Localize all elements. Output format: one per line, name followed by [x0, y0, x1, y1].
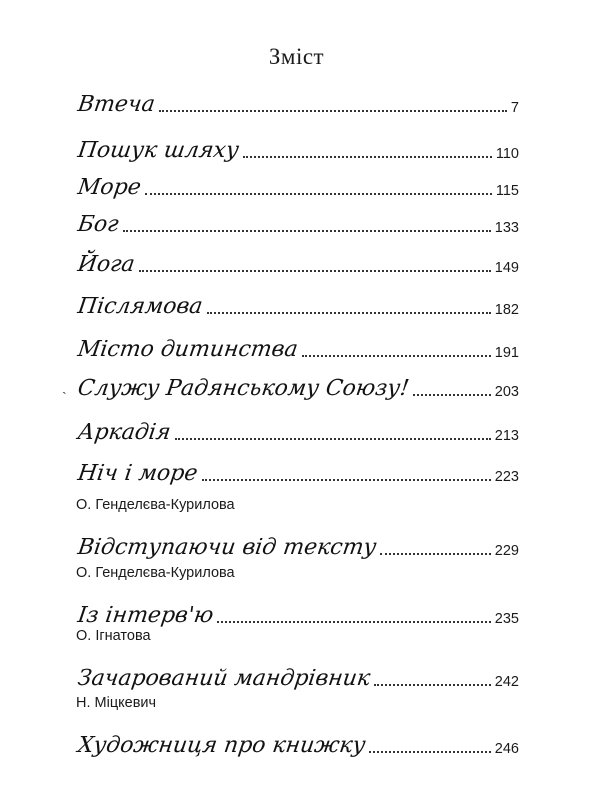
toc-entry-author: Н. Міцкевич	[76, 695, 157, 711]
toc-entry-page: 115	[495, 182, 519, 199]
toc-entry	[76, 323, 519, 363]
toc-entry-title: Йога	[76, 252, 137, 277]
toc-entry-page: 133	[494, 219, 519, 236]
toc-entry-title: Аркадія	[76, 420, 173, 445]
toc-entry	[76, 78, 519, 118]
toc-entry-with-author	[76, 628, 519, 692]
toc-entry-page: 242	[494, 673, 519, 690]
dot-leader	[302, 355, 491, 357]
dot-leader	[202, 479, 491, 481]
page-title: Зміст	[268, 44, 325, 69]
dot-leader	[123, 230, 491, 232]
toc-entry	[76, 238, 519, 278]
toc-entry-author: О. Генделєва-Курилова	[76, 497, 235, 513]
toc-entry-title: Пошук шляху	[76, 138, 241, 163]
dot-leader	[175, 438, 491, 440]
dot-leader	[413, 394, 491, 396]
toc-entry-page: 182	[494, 301, 519, 318]
toc-entry-title: Ніч і море	[76, 461, 200, 486]
dot-leader	[243, 156, 492, 158]
dot-leader	[159, 110, 507, 112]
toc-entry-page: 213	[494, 427, 519, 444]
toc-entry	[76, 447, 519, 487]
toc-entry-title: Втеча	[76, 92, 157, 117]
toc-entry	[76, 280, 519, 320]
stray-mark: ˎ	[62, 380, 67, 395]
toc-entry-title: Післямова	[76, 294, 205, 319]
dot-leader	[369, 751, 490, 753]
toc-entry-page: 203	[494, 383, 519, 400]
toc-entry-with-author	[76, 497, 519, 561]
toc-entry-title: Місто дитинства	[76, 337, 300, 362]
toc-entry	[76, 406, 519, 446]
toc-entry-page: 229	[494, 542, 519, 559]
toc-entry-page: 149	[494, 259, 519, 276]
toc-entry-page: 246	[494, 740, 519, 757]
dot-leader	[374, 684, 491, 686]
toc-entry-author: О. Генделєва-Курилова	[76, 565, 235, 581]
toc-entry-page: 110	[495, 145, 519, 162]
toc-entry-page: 7	[510, 99, 519, 116]
toc-entry	[76, 124, 519, 164]
toc-entry	[76, 198, 519, 238]
toc-entry-title: Із інтерв'ю	[76, 603, 216, 628]
toc-entry-title: Художниця про книжку	[76, 733, 368, 758]
dot-leader	[145, 193, 492, 195]
toc-entry	[76, 161, 519, 201]
toc-entry-author: О. Ігнатова	[76, 628, 151, 644]
toc-entry-page: 191	[494, 344, 519, 361]
toc-entry-title: Відступаючи від тексту	[76, 535, 378, 560]
toc-entry-with-author	[76, 565, 519, 629]
toc-entry-title: Бог	[76, 212, 121, 237]
toc-entry-with-author	[76, 695, 519, 759]
toc-entry-page: 235	[494, 610, 519, 627]
dot-leader	[139, 270, 491, 272]
toc-entry-page: 223	[494, 468, 519, 485]
toc-entry-title: Море	[76, 175, 143, 200]
dot-leader	[217, 621, 490, 623]
toc-entry	[76, 362, 519, 402]
dot-leader	[380, 553, 490, 555]
toc-entry-title: Служу Радянському Союзу!	[76, 376, 411, 401]
dot-leader	[207, 312, 491, 314]
toc-entry-title: Зачарований мандрівник	[76, 666, 372, 691]
